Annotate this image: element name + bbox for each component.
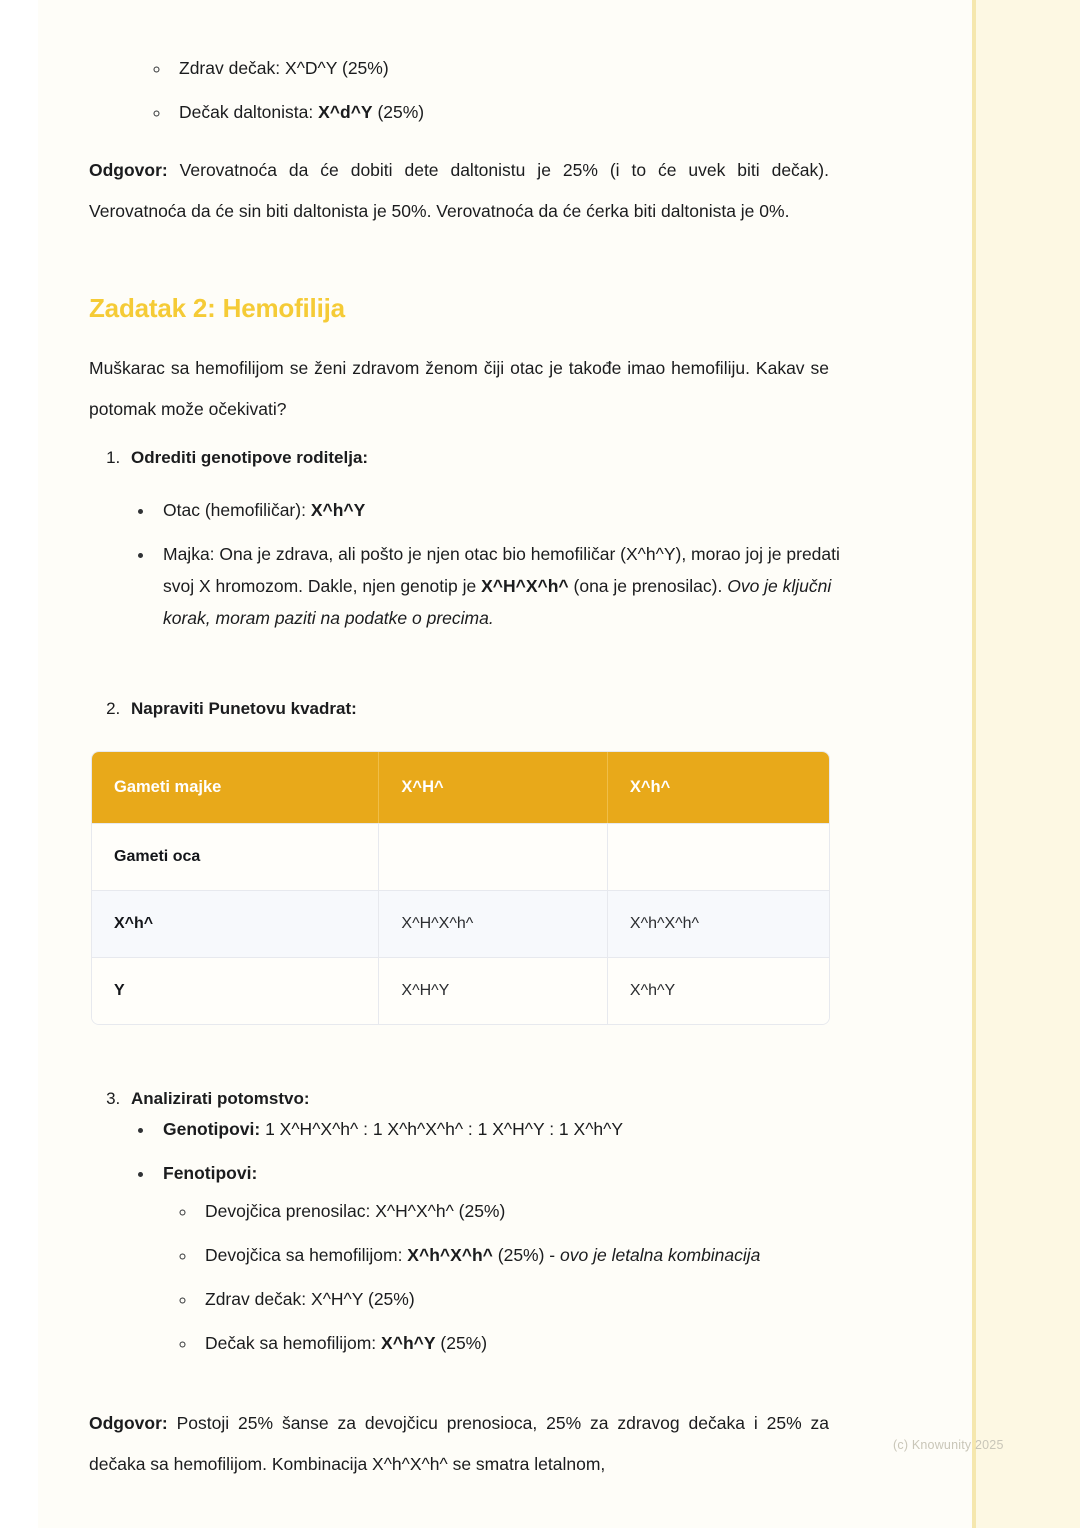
pheno-2-suffix: (25%) bbox=[363, 1289, 415, 1309]
table-header-row bbox=[92, 752, 829, 823]
mother-text-part2: (ona je prenosilac). bbox=[568, 576, 728, 596]
step-3-label: Analizirati potomstvo: bbox=[131, 1089, 310, 1108]
top-item-1-prefix: Dečak daltonista: bbox=[179, 102, 319, 122]
pheno-1-code: X^h^X^h^ bbox=[407, 1245, 493, 1265]
list-item bbox=[197, 1283, 845, 1315]
genotipovi-label: Genotipovi: bbox=[163, 1119, 261, 1139]
list-item bbox=[155, 494, 845, 526]
mother-note: Ovo je ključni korak, moram paziti na podatke o precima. bbox=[163, 576, 832, 628]
answer-paragraph-1 bbox=[89, 150, 829, 232]
table-row bbox=[92, 890, 829, 957]
row-1-cell-1: X^h^X^h^ bbox=[608, 890, 829, 957]
copyright-watermark: (c) Knowunity 2025 bbox=[893, 1438, 1004, 1452]
top-phenotype-list bbox=[141, 52, 861, 128]
pheno-0-code: X^H^X^h^ bbox=[375, 1201, 454, 1221]
row-0-cell-1 bbox=[608, 823, 829, 890]
punnett-square-table bbox=[92, 752, 829, 1024]
pheno-1-prefix: Devojčica sa hemofilijom: bbox=[205, 1245, 408, 1265]
top-item-0-prefix: Zdrav dečak: bbox=[179, 58, 286, 78]
step-2-label: Napraviti Punetovu kvadrat: bbox=[131, 699, 357, 718]
answer-1-text: Verovatnoća da će dobiti dete daltonistu je 25% (i to će uvek biti dečak). Verovatnoća da će sin biti daltonista je 50%. Verovatnoća da će ćerka biti daltonista je 0%. bbox=[89, 160, 829, 221]
list-item bbox=[171, 52, 861, 84]
pheno-3-suffix: (25%) bbox=[435, 1333, 488, 1353]
list-item bbox=[155, 1113, 845, 1145]
list-item bbox=[125, 690, 825, 728]
parents-genotype-list bbox=[125, 494, 845, 634]
step-1-container bbox=[89, 439, 825, 477]
row-0-head: Gameti oca bbox=[92, 823, 379, 890]
answer-2-label: Odgovor: bbox=[89, 1413, 168, 1433]
row-1-cell-0: X^H^X^h^ bbox=[379, 890, 607, 957]
pheno-0-prefix: Devojčica prenosilac: bbox=[205, 1201, 376, 1221]
row-2-cell-1: X^h^Y bbox=[608, 957, 829, 1024]
pheno-1-suffix: (25%) - bbox=[492, 1245, 561, 1265]
offspring-analysis-list bbox=[125, 1113, 845, 1359]
father-genotype: X^h^Y bbox=[310, 500, 366, 520]
row-2-cell-0: X^H^Y bbox=[379, 957, 607, 1024]
col-header-0: Gameti majke bbox=[92, 752, 379, 823]
top-item-1-code: X^d^Y bbox=[318, 102, 373, 122]
list-item bbox=[197, 1239, 845, 1271]
top-item-1-suffix: (25%) bbox=[372, 102, 425, 122]
father-text: Otac (hemofiličar): bbox=[163, 500, 311, 520]
pheno-3-prefix: Dečak sa hemofilijom: bbox=[205, 1333, 382, 1353]
col-header-1: X^H^ bbox=[379, 752, 607, 823]
list-item bbox=[155, 1157, 845, 1359]
pheno-0-suffix: (25%) bbox=[453, 1201, 506, 1221]
genotipovi-value: 1 X^H^X^h^ : 1 X^h^X^h^ : 1 X^H^Y : 1 X^h^Y bbox=[260, 1119, 624, 1139]
pheno-1-note: ovo je letalna kombinacija bbox=[560, 1245, 761, 1265]
row-0-cell-0 bbox=[379, 823, 607, 890]
table-row bbox=[92, 957, 829, 1024]
page-right-panel bbox=[976, 0, 1080, 1528]
top-item-0-code: X^D^Y bbox=[285, 58, 338, 78]
list-item bbox=[197, 1327, 845, 1359]
pheno-3-code: X^h^Y bbox=[381, 1333, 436, 1353]
mother-genotype: X^H^X^h^ bbox=[481, 576, 569, 596]
list-item bbox=[125, 439, 825, 477]
pheno-2-code: X^H^Y bbox=[311, 1289, 364, 1309]
table-row bbox=[92, 823, 829, 890]
step-1-label: Odrediti genotipove roditelja: bbox=[131, 448, 369, 467]
mother-text-part1: Majka: Ona je zdrava, ali pošto je njen otac bio hemofiličar (X^h^Y), morao joj je predati svoj X hromozom. Dakle, njen genotip je bbox=[163, 544, 840, 596]
page-title: Zadatak 2: Hemofilija bbox=[89, 293, 345, 323]
fenotipovi-label: Fenotipovi: bbox=[163, 1163, 258, 1183]
row-2-head: Y bbox=[92, 957, 379, 1024]
answer-1-label: Odgovor: bbox=[89, 160, 168, 180]
document-content bbox=[89, 0, 840, 1528]
pheno-2-prefix: Zdrav dečak: bbox=[205, 1289, 312, 1309]
list-item bbox=[197, 1195, 845, 1227]
list-item bbox=[155, 538, 845, 634]
phenotype-sublist bbox=[163, 1195, 845, 1359]
top-item-0-suffix: (25%) bbox=[337, 58, 389, 78]
col-header-2: X^h^ bbox=[608, 752, 829, 823]
answer-2-text: Postoji 25% šanse za devojčicu prenosioca, 25% za zdravog dečaka i 25% za dečaka sa hemofilijom. Kombinacija X^h^X^h^ se smatra letalnom, bbox=[89, 1413, 829, 1474]
answer-paragraph-2 bbox=[89, 1403, 829, 1485]
step-2-container bbox=[89, 690, 825, 728]
list-item bbox=[171, 96, 861, 128]
section-intro-paragraph: Muškarac sa hemofilijom se ženi zdravom ženom čiji otac je takođe imao hemofiliju. Kakav se potomak može očekivati? bbox=[89, 358, 829, 419]
row-1-head: X^h^ bbox=[92, 890, 379, 957]
page-left-margin bbox=[0, 0, 38, 1528]
